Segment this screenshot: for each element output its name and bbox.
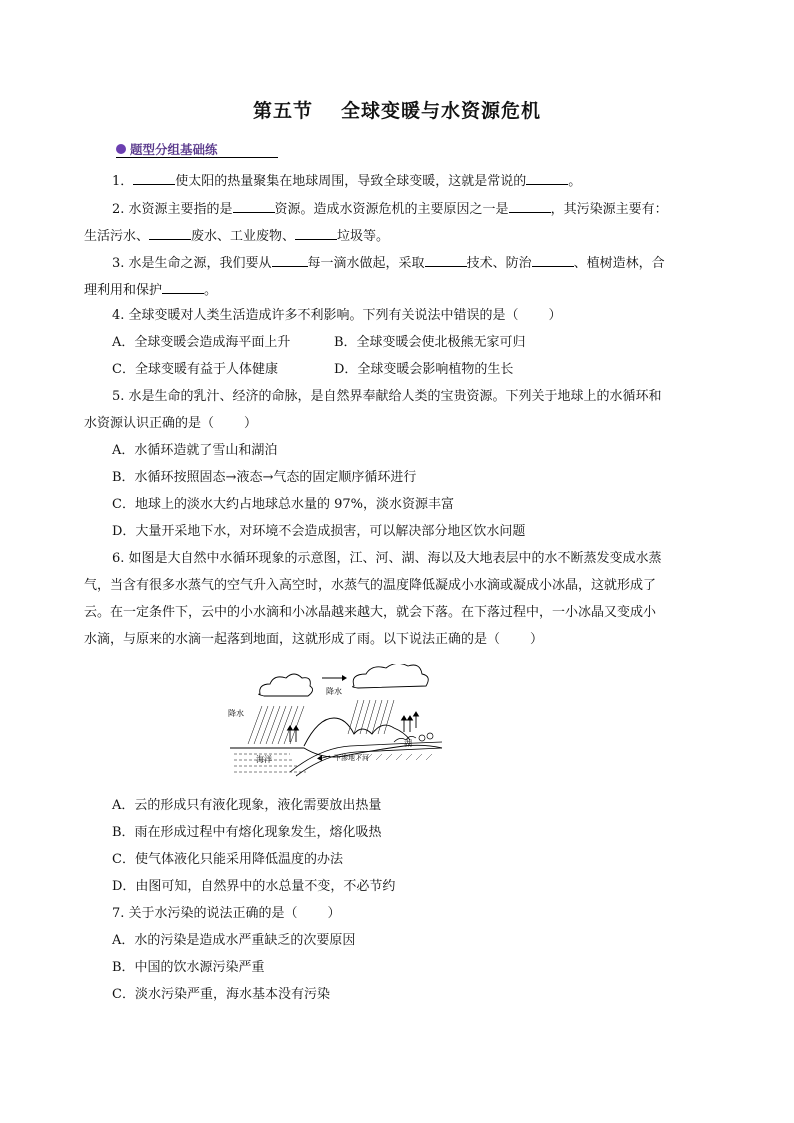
- cloud-left-icon: [259, 674, 313, 696]
- option-b[interactable]: B．全球变暖会使北极熊无家可归: [334, 335, 526, 350]
- question-4-options-row-2: [112, 362, 513, 378]
- question-2-line-2: [84, 227, 389, 245]
- q1-text: 使太阳的热量聚集在地球周围，导致全球变暖，这就是常说的: [175, 174, 527, 189]
- option-d[interactable]: D．由图可知，自然界中的水总量不变，不必节约: [112, 879, 396, 894]
- q3-text: 、植树造林，合: [573, 256, 665, 271]
- question-4-options-row-1: [112, 335, 526, 351]
- q2-text: 资源。造成水资源危机的主要原因之一是: [274, 202, 509, 217]
- answer-blank[interactable]: [532, 254, 574, 267]
- q4-text: 4. 全球变暖对人类生活造成许多不利影响。下列有关说法中错误的是（: [112, 308, 519, 323]
- q2-text: 垃圾等。: [337, 229, 390, 244]
- question-6-line-1: 6. 如图是大自然中水循环现象的示意图，江、河、湖、海以及大地表层中的水不断蒸发变成水蒸: [112, 551, 662, 566]
- answer-blank[interactable]: [162, 281, 204, 294]
- cloud-right-icon: [353, 664, 429, 688]
- label-rain-top: 降水: [326, 687, 342, 696]
- section-header: [116, 140, 278, 158]
- q2-text: 生活污水、: [84, 229, 150, 244]
- answer-blank[interactable]: [295, 227, 337, 240]
- q3-text: 每一滴水做起，采取: [307, 256, 425, 271]
- question-6-line-3: 云。在一定条件下，云中的小水滴和小冰晶越来越大，就会下落。在下落过程中，一小冰晶又变成小: [84, 605, 657, 620]
- option-a[interactable]: A．全球变暖会造成海平面上升: [112, 335, 291, 350]
- title-text: 全球变暖与水资源危机: [341, 100, 542, 122]
- q3-text: 技术、防治: [466, 256, 532, 271]
- option-a[interactable]: A．水循环造就了雪山和湖泊: [112, 443, 278, 458]
- q2-text: ，其污染源主要有：: [550, 202, 668, 217]
- option-a[interactable]: A．云的形成只有液化现象，液化需要放出热量: [112, 798, 382, 813]
- option-d[interactable]: D．大量开采地下水，对环境不会造成损害，可以解决部分地区饮水问题: [112, 524, 526, 539]
- answer-blank[interactable]: [133, 172, 175, 185]
- option-d[interactable]: D．全球变暖会影响植物的生长: [334, 362, 514, 377]
- q2-text: 2. 水资源主要指的是: [112, 202, 233, 217]
- label-rain-left: 降水: [228, 709, 244, 718]
- option-b[interactable]: B．水循环按照固态→液态→气态的固定顺序循环进行: [112, 470, 417, 485]
- water-cycle-diagram: [226, 664, 446, 782]
- q7-paren-close: ）: [327, 906, 341, 921]
- question-6-line-2: 气，当含有很多水蒸气的空气升入高空时，水蒸气的温度降低凝成小水滴或凝成小冰晶，这就形成了: [84, 578, 657, 593]
- question-5-line-2: [84, 416, 257, 432]
- tree-icon: [419, 735, 425, 741]
- rain-right-hatch: [348, 700, 394, 734]
- q3-text: 3. 水是生命之源，我们要从: [112, 256, 272, 271]
- question-3-line-2: [84, 281, 217, 299]
- question-4-stem: [112, 308, 562, 324]
- answer-blank[interactable]: [149, 227, 191, 240]
- option-c[interactable]: C．地球上的淡水大约占地球总水量的 97%，淡水资源丰富: [112, 497, 454, 512]
- answer-blank[interactable]: [425, 254, 467, 267]
- q2-text: 废水、工业废物、: [191, 229, 296, 244]
- page-title: [0, 96, 794, 123]
- section-label: 题型分组基础练: [130, 141, 218, 157]
- label-underground: 下渗地下河: [334, 754, 369, 762]
- q7-text: 7. 关于水污染的说法正确的是（: [112, 906, 298, 921]
- question-1: [112, 172, 581, 190]
- q1-number: 1．: [112, 174, 134, 189]
- question-6-line-4: [84, 632, 543, 648]
- question-5-line-1: 5. 水是生命的乳汁、经济的命脉，是自然界奉献给人类的宝贵资源。下列关于地球上的水循环和: [112, 389, 662, 404]
- label-ocean: 海洋: [256, 755, 272, 764]
- answer-blank[interactable]: [509, 200, 551, 213]
- q6-text: 水滴，与原来的水滴一起落到地面，这就形成了雨。以下说法正确的是（: [84, 632, 501, 647]
- answer-blank[interactable]: [526, 172, 568, 185]
- answer-blank[interactable]: [272, 254, 308, 267]
- bullet-dot-icon: [116, 144, 126, 154]
- q4-paren-close: ）: [548, 308, 562, 323]
- answer-blank[interactable]: [233, 200, 275, 213]
- q1-end: 。: [568, 174, 582, 189]
- option-b[interactable]: B．雨在形成过程中有熔化现象发生，熔化吸热: [112, 825, 382, 840]
- question-3-line-1: [112, 254, 665, 272]
- option-c[interactable]: C．使气体液化只能采用降低温度的办法: [112, 852, 343, 867]
- option-a[interactable]: A．水的污染是造成水严重缺乏的次要原因: [112, 933, 356, 948]
- option-c[interactable]: C．全球变暖有益于人体健康: [112, 362, 278, 377]
- label-lake: 湖: [404, 739, 412, 748]
- q3-text: 。: [204, 283, 218, 298]
- option-b[interactable]: B．中国的饮水源污染严重: [112, 960, 265, 975]
- q3-text: 理利用和保护: [84, 283, 163, 298]
- q5-text: 水资源认识正确的是（: [84, 416, 215, 431]
- question-2-line-1: [112, 200, 668, 218]
- title-section-number: 第五节: [252, 100, 313, 122]
- question-7-stem: [112, 906, 341, 922]
- tree-icon: [427, 733, 433, 739]
- q6-paren-close: ）: [530, 632, 544, 647]
- q5-paren-close: ）: [244, 416, 258, 431]
- option-c[interactable]: C．淡水污染严重，海水基本没有污染: [112, 987, 330, 1002]
